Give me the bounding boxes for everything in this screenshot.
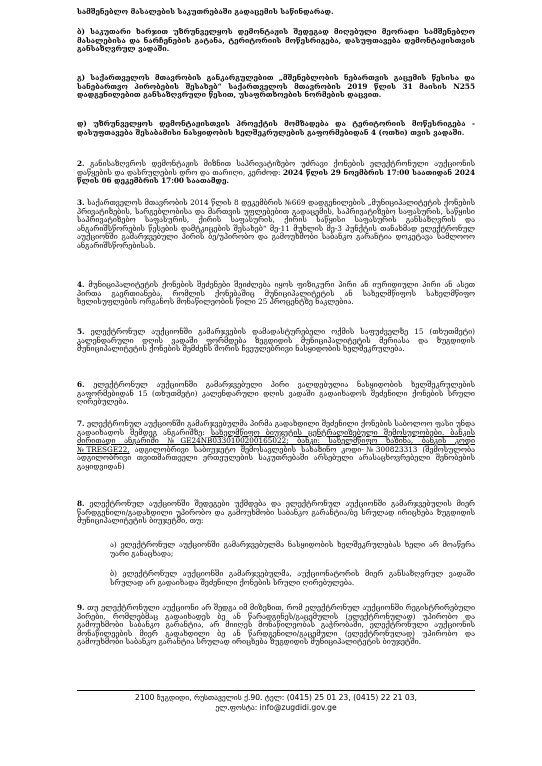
bank-account-details: სახელმწიფო ბიუჯეტის ცენტრალიზებული შემოსულობები. ბანკის ძირითადი ანგარიში №GE24NB0330100200165022; ბანკი: სახელმწიფო ხაზინა, ბანკის კოდი №TRESGE22, <box>77 427 475 454</box>
item-b: ბ) საკუთარი ხარჯით უზრუნველყოს დემონტაჟის შედეგად მიღებული მეორადი სამშენებლო მასალებისა და ნარჩენების გატანა, ტერიტორიის მოწესრიგება, დასუფთავება დემონტაჟისთვის განსაზღვრულ ვადაში. <box>77 27 475 54</box>
footer-address: 2100 ზუგდიდი, რუსთაველის ქ.90. ტელ: (0415) 25 01 23, (0415) 22 21 03, <box>135 693 417 702</box>
paragraph-number: 3. <box>77 198 85 207</box>
paragraph-9 <box>77 604 475 647</box>
item-d: დ) უზრუნველყოს დემონტაჟისთვის პროექტის მომზადება და ტერიტორიის მოწესრიგება - დასუფთავება შესაბამისი ნასყიდობის ხელშეკრულების გაფორმებიდან 4 (ოთხი) თვის ვადაში. <box>77 119 475 137</box>
footer-email: ელ.ფოსტა: info@zugdidi.gov.ge <box>215 703 337 712</box>
paragraph-text: ელექტრონულ აუქციონში შედეგები უქმდება და ელექტრონულ აუქციონში გამარჯვებულის მიერ წარდგენილი/გადახდილი უპირობო და გამოუხმობი საბანკო გარანტია/ბე სრულად ირიცხება ზუგდიდის მუნიციპალიტეტის ბიუჯეტში, თუ: <box>77 499 475 526</box>
paragraph-text: ელექტრონულ აუქციონში გამარჯვებულმა პირმა გადახდილი შეძენილი ქონების საბოლოო ფასი უნდა გადაიხადოს შემდეგ ანგარიშზე: <box>77 419 475 437</box>
budget-code-text: ადგილობრივი საბიუჯეტო შემოსავლების სახაზინო კოდი-№300823313 (შემოსულობა ადგილობრივი თვითმართველი ერთეულების საკუთრებაში არსებული არასაცხოვრებელი შენობების გაყიდვიდან) <box>77 444 476 471</box>
paragraph-2 <box>77 160 475 186</box>
paragraph-text: განისაზღვროს დემონტაჟის მიზნით საპრივატიზებო უძრავი ქონების ელექტრონული აუქციონის დაწყების და დასრულების დრო და თარიღი, კერძოდ: <box>77 159 475 177</box>
auction-dates: 2024 წლის 29 ნოემბრის 17:00 საათიდან 2024 წლის 06 დეკემბრის 17:00 საათამდე. <box>77 167 475 186</box>
paragraph-number: 8. <box>77 499 85 508</box>
paragraph-8 <box>77 500 475 526</box>
paragraph-number: 4. <box>77 280 85 289</box>
paragraph-number: 5. <box>77 327 85 336</box>
paragraph-text: ელექტრონულ აუქციონში გამარჯვების დამადასტურებელი ოქმის საფუძველზე 15 (თხუთმეტი) კალენდარული დღის ვადაში ფორმდება ზეგდიდის მუნიციპალიტეტის მერიასა და ზუგდიდის მუნიციპალიტეტის ქონების შემძენს შორის ჩვეულებრივი ნასყიდობის ხელშეკრულება. <box>77 327 475 354</box>
paragraph-6 <box>77 381 475 407</box>
paragraph-number: 2. <box>77 159 85 168</box>
paragraph-number: 6. <box>77 380 85 389</box>
paragraph-text: საქართველოს მთავრობის 2014 წლის 8 დეკემბრის №669 დადგენილების „მუნიციპალიტეტის ქონების პრივატიზების, სარგებლობისა და მართვის უფლებებით გადაცემის, საპრივატიზებო საფასურის, საწყისი საპრივატიზებო საფასურის, ქირის საფასურის, ქირის საწყისი საფასურის განსაზღვრის და ანგარიშსწორების წესების დამტკიცების შესახებ“ მე-11 მუხლის მე-3 პუნქტის თანახმად ელექტრონულ აუქციონში გამარჯვებული პირის ბე/უპირობო და გამოუხმობი საბანკო გარანტია დოკეტავა სამლოოო ანგარიშსწორებისას. <box>77 198 475 250</box>
footer-divider <box>77 690 475 691</box>
paragraph-text: თუ ელექტრონული აუქციონი არ შედგა იმ მიზეზით, რომ ელექტრონულ აუქციონში რეგისტრირებული პირები, რომლებმაც გადაიხადეს ბე ან წარადგინეს/გაცემულის (ელექტრონულად) უპირობო და გამოუხმობი საბანკო გარანტია, არ მიიღეს მონაწილეობას გაჭრობაში, ელექტრონული აუქციონის მონაწილეების მიერ გადახდილი ბე ან წარდგენილი/გაცემული (ელექტრონულად) უპირობო და გამოუხმობი საბანკო გარანტია სრულად ირიცხება ზუგდიდის მუნიციპალიტეტის ბიუჯეტში. <box>77 603 475 647</box>
sub-item-a: ა) ელექტრონულ აუქციონში გამარჯვებულმა ნასყიდობის ხელშეკრულებას ხელი არ მოაწერა უარი განაცხადა; <box>110 540 475 558</box>
paragraph-7 <box>77 420 475 471</box>
paragraph-number: 7. <box>77 419 85 428</box>
paragraph-text: ელექტრონულ აუქციონში გამარჯვებული პირი ვალდებულია ნასყიდობის ხელშეკრულების გაფორმებიდან 15 (თხუთმეტი) კალენდარული დღის ვადაში გადაიხადოს შეძენილი ქონების სრული ღირებულება. <box>77 380 475 407</box>
sub-item-b: ბ) ელექტრონულ აუქციონში გამარჯვებულმა, აუქციონატორის მიერ განსაზღვრულ ვადაში სრულად არ გადაიხადა შეძენილი ქონების სრული ღირებულება. <box>110 569 475 587</box>
paragraph-5 <box>77 328 475 354</box>
paragraph-number: 9. <box>77 603 85 612</box>
header-line: სამშენებლო მასალების საკუთრებაში გადაცემის საწინდარად. <box>77 7 334 16</box>
paragraph-3 <box>77 199 475 250</box>
paragraph-4 <box>77 281 475 307</box>
paragraph-text: მუნიციპალიტეტის ქონების შეძენები შეიძლება იყოს ფიზიკური პირი ან იურიდიული პირი ან ასეთ პირთა გაერთიანება, რომლის ქონებაშიც მუნიციპალიტეტის ან სახელმწიფოს სახელმწიფო ხელისუფლების ორგანოს მონაწილეობის წილი 25 პროცენტზე ნაკლებია. <box>77 280 475 307</box>
item-g: გ) საქართველოს მთავრობის განკარგულებით „მშენებლობის ნებართვის გაცემის წესისა და სანებართვო პირობების შესახებ“ საქართველოს მთავრობის 2019 წლის 31 მაისის N255 დადგენილებით განსაზღვრული წესით, უსაფრთხოების ნორმების დაცვით. <box>77 73 475 100</box>
